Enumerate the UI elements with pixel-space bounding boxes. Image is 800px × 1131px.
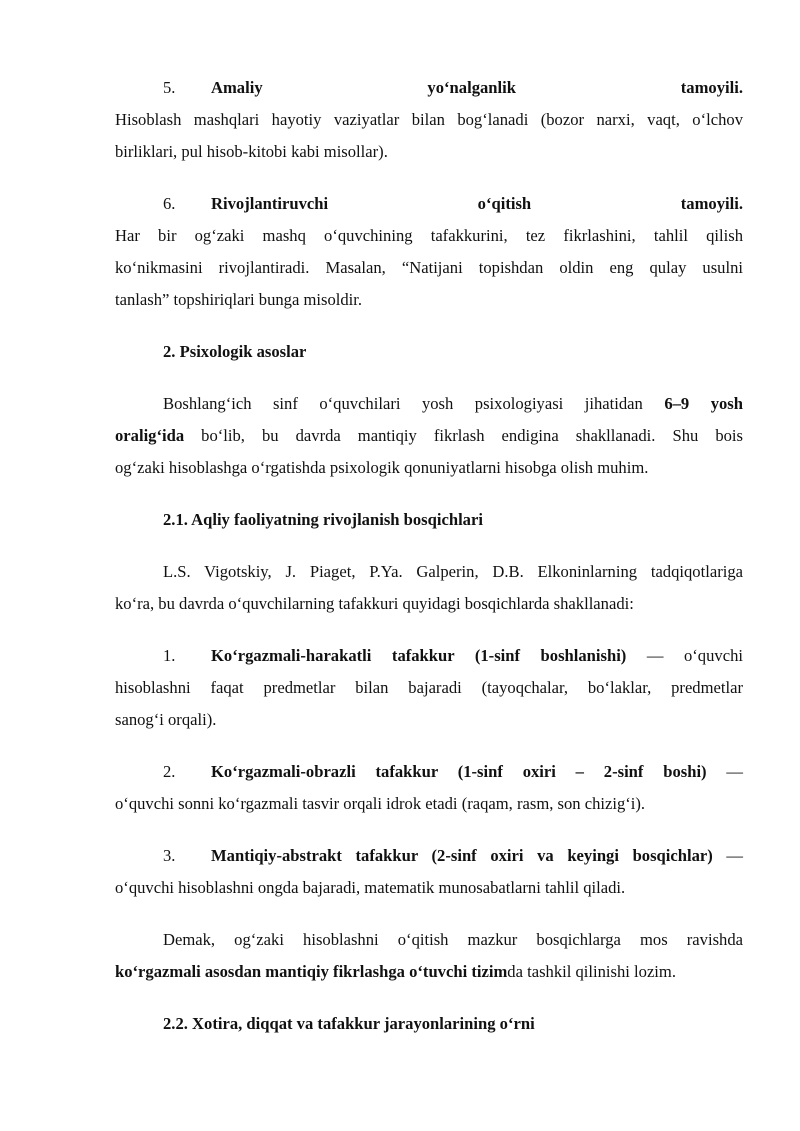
principle-5-line-1: Hisoblash mashqlari hayotiy vaziyatlar bilan bog‘lanadi (bozor narxi, vaqt, o‘lchov — [115, 110, 743, 129]
stage-3-line-1: 3. Mantiqiy-abstrakt tafakkur (2-sinf oxiri va keyingi bosqichlar) — — [163, 846, 743, 865]
section-heading-2-1: 2.1. Aqliy faoliyatning rivojlanish bosqichlari — [163, 510, 483, 529]
principle-5-line-2: birliklari, pul hisob-kitobi kabi misollar). — [115, 142, 388, 161]
stage-1-line-3: sanog‘i orqali). — [115, 710, 217, 729]
psych-paragraph-line-3: og‘zaki hisoblashga o‘rgatishda psixologik qonuniyatlarni hisobga olish muhim. — [115, 458, 649, 477]
conclusion-line-1: Demak, og‘zaki hisoblashni o‘qitish mazkur bosqichlarga mos ravishda — [163, 930, 743, 949]
stage-3-title: Mantiqiy-abstrakt tafakkur (2-sinf oxiri va keyingi bosqichlar) — [211, 846, 713, 865]
stage-1-number: 1. — [163, 646, 176, 665]
principle-6-line-3: tanlash” topshiriqlari bunga misoldir. — [115, 290, 363, 309]
psych-paragraph-line-2: oralig‘ida bo‘lib, bu davrda mantiqiy fikrlash endigina shakllanadi. Shu bois — [115, 426, 743, 445]
principle-5-title: Amaliy yo‘nalganlik tamoyili. — [211, 78, 743, 97]
stage-1-line-1: 1. Ko‘rgazmali-harakatli tafakkur (1-sinf boshlanishi) — o‘quvchi — [163, 646, 743, 665]
stage-1-line-2: hisoblashni faqat predmetlar bilan bajaradi (tayoqchalar, bo‘laklar, predmetlar — [115, 678, 743, 697]
stage-2-line-2: o‘quvchi sonni ko‘rgazmali tasvir orqali idrok etadi (raqam, rasm, son chizig‘i). — [115, 794, 646, 813]
stage-1-title: Ko‘rgazmali-harakatli tafakkur (1-sinf boshlanishi) — [211, 646, 627, 665]
research-paragraph-line-1: L.S. Vigotskiy, J. Piaget, P.Ya. Galperin, D.B. Elkoninlarning tadqiqotlariga — [163, 562, 743, 581]
stage-2-title: Ko‘rgazmali-obrazli tafakkur (1-sinf oxiri – 2-sinf boshi) — [211, 762, 707, 781]
principle-5-heading — [163, 78, 743, 98]
research-paragraph-line-2: ko‘ra, bu davrda o‘quvchilarning tafakkuri quyidagi bosqichlarda shakllanadi: — [115, 594, 634, 613]
principle-6-title: Rivojlantiruvchi o‘qitish tamoyili. — [211, 194, 743, 213]
stage-3-number: 3. — [163, 846, 176, 865]
stage-3-line-2: o‘quvchi hisoblashni ongda bajaradi, matematik munosabatlarni tahlil qiladi. — [115, 878, 626, 897]
principle-5-number: 5. — [163, 78, 176, 97]
section-heading-2-2: 2.2. Xotira, diqqat va tafakkur jarayonlarining o‘rni — [163, 1014, 535, 1033]
conclusion-line-2: ko‘rgazmali asosdan mantiqiy fikrlashga o‘tuvchi tizimda tashkil qilinishi lozim. — [115, 962, 676, 981]
principle-6-line-2: ko‘nikmasini rivojlantiradi. Masalan, “Natijani topishdan oldin eng qulay usulni — [115, 258, 743, 277]
stage-2-number: 2. — [163, 762, 176, 781]
psych-paragraph-line-1: Boshlang‘ich sinf o‘quvchilari yosh psixologiyasi jihatidan 6–9 yosh — [163, 394, 743, 413]
principle-6-line-1: Har bir og‘zaki mashq o‘quvchining tafakkurini, tez fikrlashini, tahlil qilish — [115, 226, 743, 245]
section-heading-2: 2. Psixologik asoslar — [163, 342, 307, 361]
stage-2-line-1: 2. Ko‘rgazmali-obrazli tafakkur (1-sinf oxiri – 2-sinf boshi) — — [163, 762, 743, 781]
principle-6-heading — [163, 194, 743, 214]
principle-6-number: 6. — [163, 194, 176, 213]
